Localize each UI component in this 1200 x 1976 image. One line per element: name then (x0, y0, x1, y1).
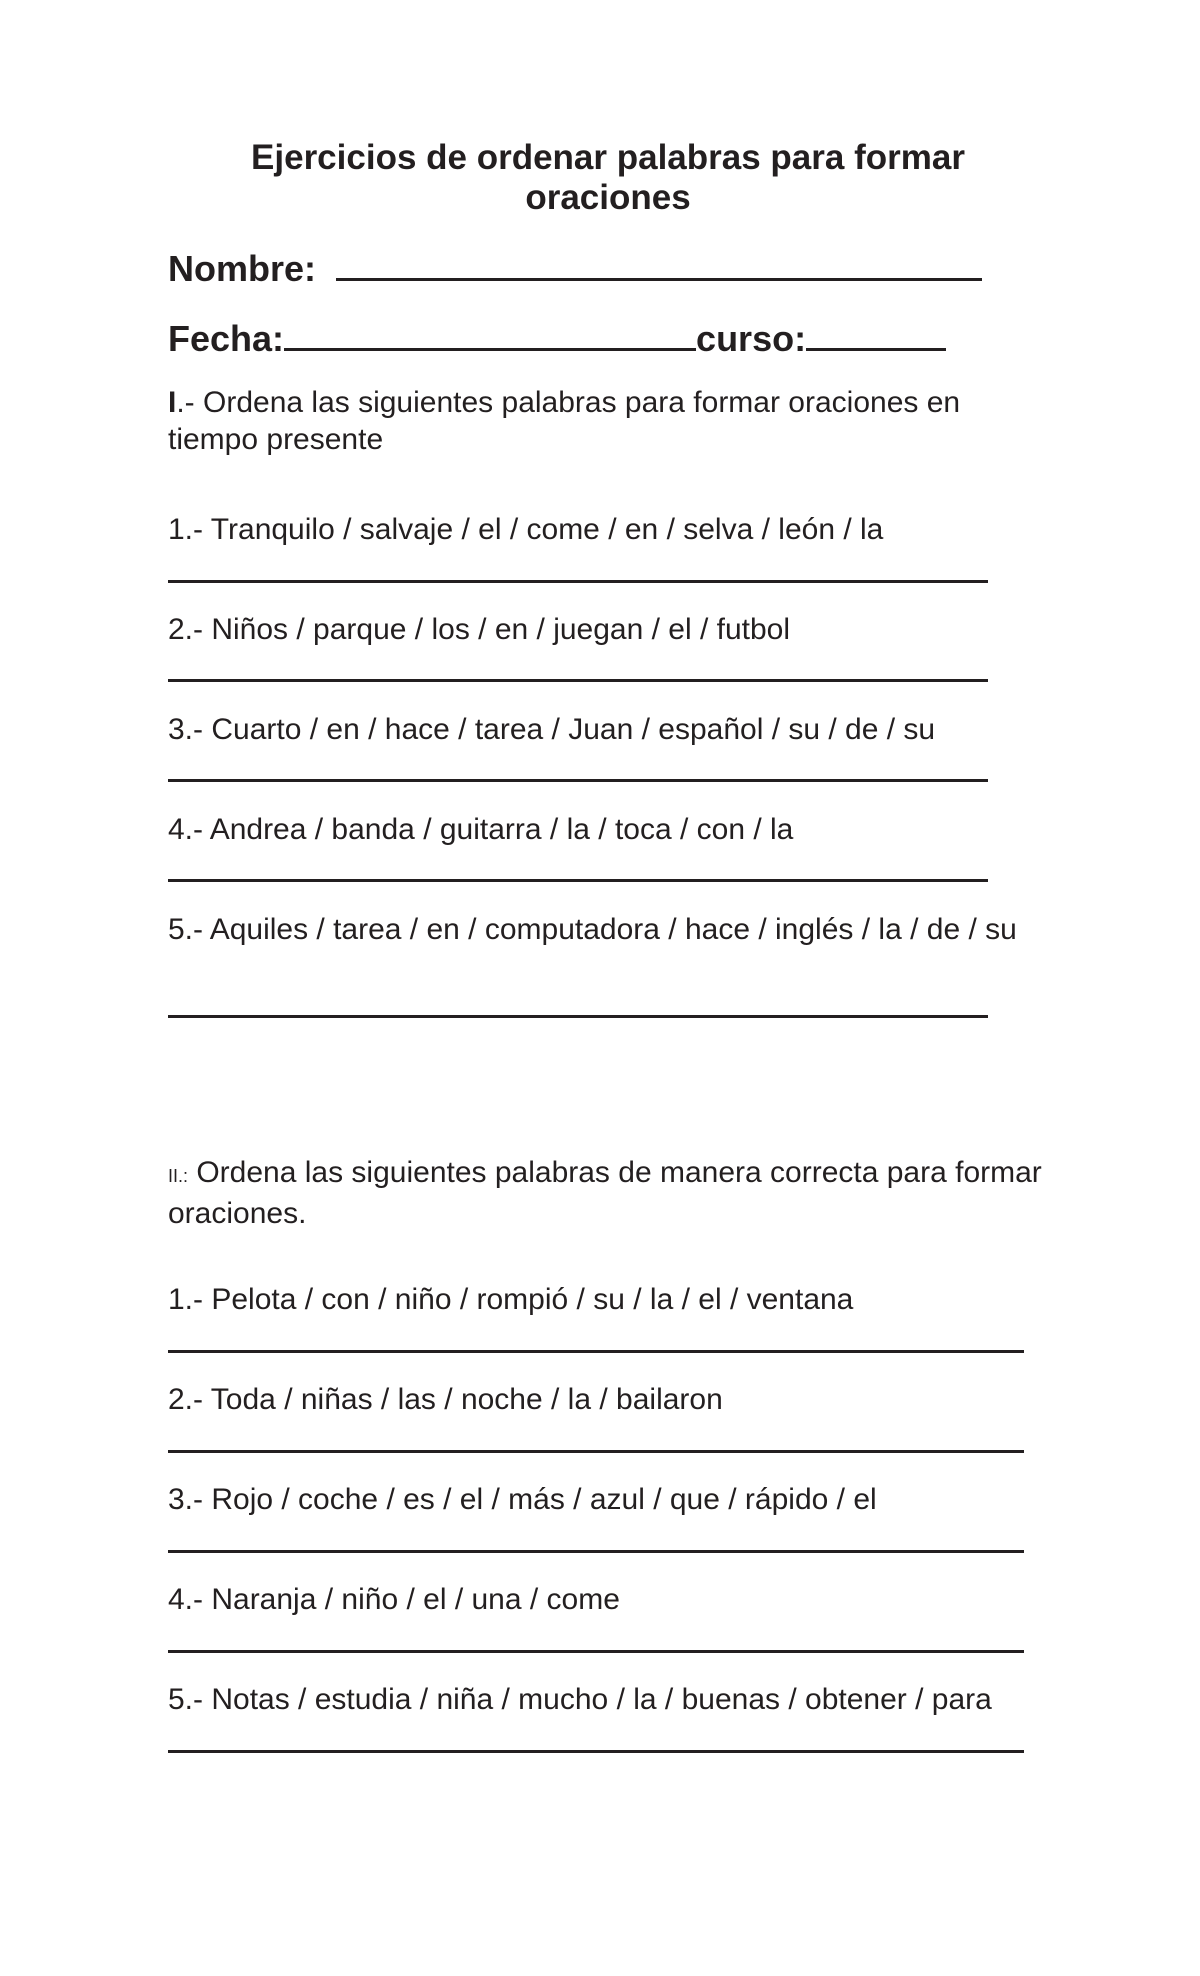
section-2-answer-line-3[interactable] (168, 1550, 1024, 1553)
section-1-answer-line-2[interactable] (168, 679, 988, 682)
section-1-answer-line-4[interactable] (168, 879, 988, 882)
section-2-item-2: 2.- Toda / niñas / las / noche / la / bailaron (168, 1383, 723, 1416)
section-2-answer-line-1[interactable] (168, 1350, 1024, 1353)
course-blank[interactable] (806, 318, 946, 351)
date-label: Fecha: (168, 318, 285, 359)
section-2-answer-line-4[interactable] (168, 1650, 1024, 1653)
section-1-item-1: 1.- Tranquilo / salvaje / el / come / en / selva / león / la (168, 513, 884, 546)
date-blank[interactable] (284, 318, 696, 351)
section-2-item-4: 4.- Naranja / niño / el / una / come (168, 1583, 620, 1616)
name-label: Nombre: (168, 248, 317, 289)
section-2-item-5: 5.- Notas / estudia / niña / mucho / la / buenas / obtener / para (168, 1683, 992, 1716)
section-2-answer-line-2[interactable] (168, 1450, 1024, 1453)
section-1-instruction-text: .- Ordena las siguientes palabras para formar oraciones en tiempo presente (168, 386, 961, 456)
section-1-answer-line-3[interactable] (168, 779, 988, 782)
section-2-item-3: 3.- Rojo / coche / es / el / más / azul / que / rápido / el (168, 1483, 877, 1516)
section-1-numeral: I (168, 386, 177, 419)
section-1-item-3: 3.- Cuarto / en / hace / tarea / Juan / español / su / de / su (168, 713, 936, 746)
section-1-item-2: 2.- Niños / parque / los / en / juegan / el / futbol (168, 613, 791, 646)
section-2-instruction-text: Ordena las siguientes palabras de manera correcta para formar oraciones. (168, 1156, 1042, 1230)
section-1-answer-line-1[interactable] (168, 580, 988, 583)
section-2-numeral: II.: (168, 1166, 189, 1186)
page-title: Ejercicios de ordenar palabras para formar oraciones (251, 138, 965, 217)
section-1-answer-line-5[interactable] (168, 1015, 988, 1018)
course-label: curso: (696, 318, 807, 359)
name-blank[interactable] (336, 248, 982, 281)
section-1-instruction (168, 384, 1048, 458)
section-2-instruction (168, 1154, 1048, 1232)
name-field (168, 248, 982, 289)
section-2-item-1: 1.- Pelota / con / niño / rompió / su / la / el / ventana (168, 1283, 854, 1316)
section-1-item-5: 5.- Aquiles / tarea / en / computadora / hace / inglés / la / de / su (168, 913, 1017, 946)
section-1-item-4: 4.- Andrea / banda / guitarra / la / toca / con / la (168, 813, 794, 846)
date-course-field (168, 318, 946, 359)
section-2-answer-line-5[interactable] (168, 1750, 1024, 1753)
